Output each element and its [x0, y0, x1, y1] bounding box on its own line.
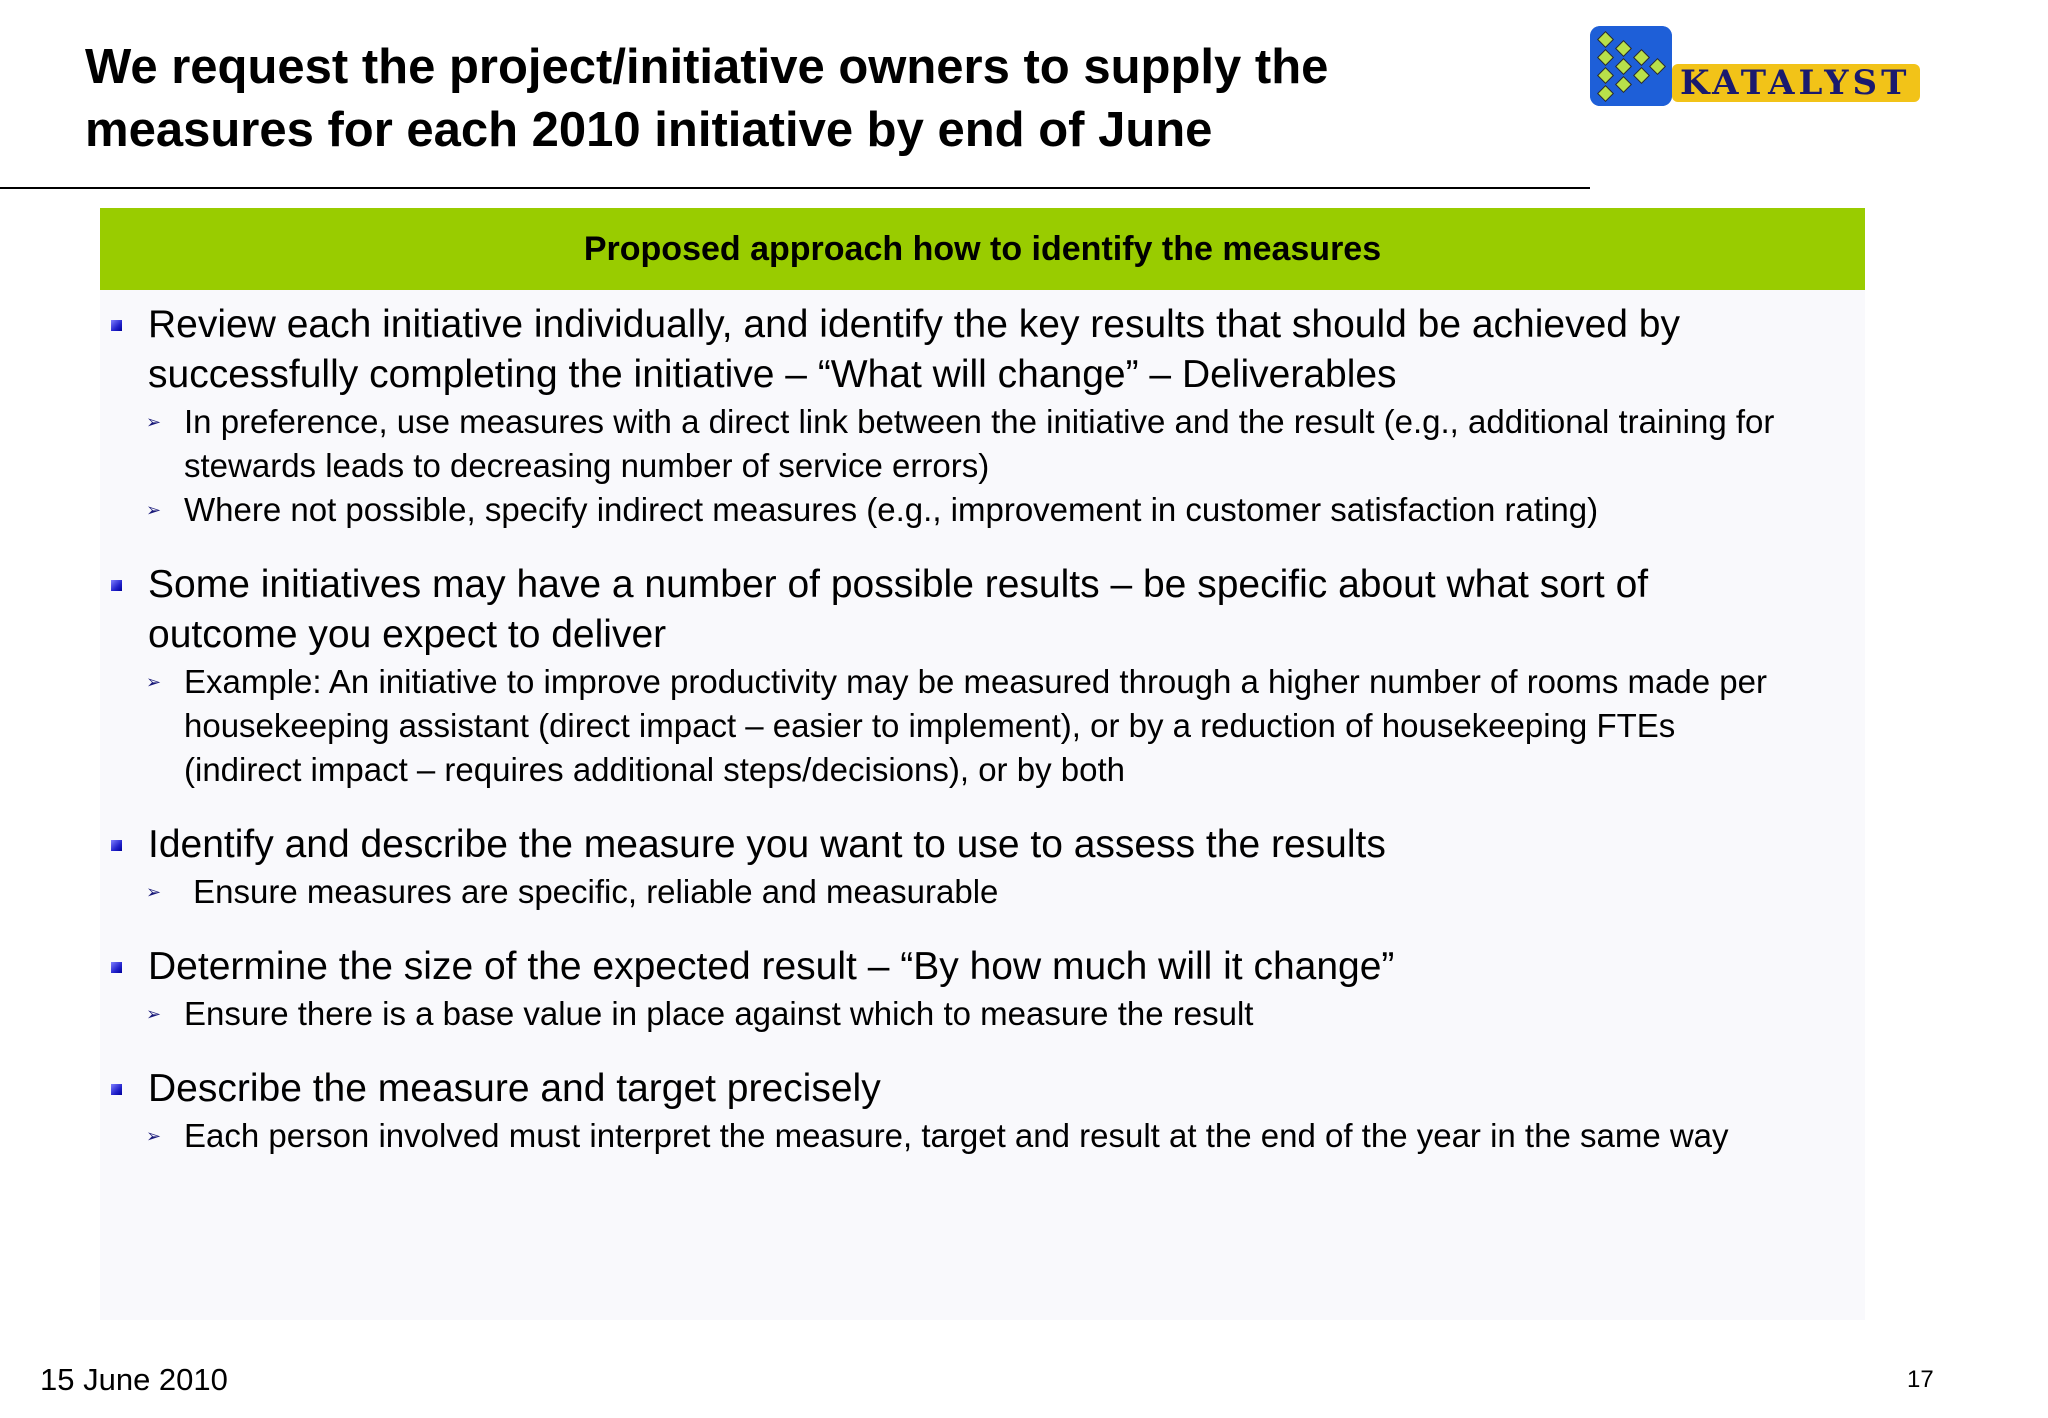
bullet-section	[100, 560, 1800, 792]
sub-bullet-text: Example: An initiative to improve productivity may be measured through a higher number of rooms made per housekeeping assistant (direct impact – easier to implement), or by a reduction of housekeeping FTEs (indirect impact – requires additional steps/decisions), or by both	[184, 663, 1767, 788]
section-header-text: Proposed approach how to identify the measures	[583, 229, 1382, 268]
square-bullet-icon	[111, 1084, 122, 1095]
bullet-text: Review each initiative individually, and identify the key results that should be achieved by successfully completing the initiative – “What will change” – Deliverables	[148, 303, 1680, 396]
logo-wordmark: KATALYST	[1672, 64, 1920, 102]
sub-bullet-text: Ensure there is a base value in place against which to measure the result	[184, 995, 1254, 1032]
bullet-item	[100, 942, 1800, 992]
bullet-text: Identify and describe the measure you want to use to assess the results	[148, 823, 1386, 866]
square-bullet-icon	[111, 962, 122, 973]
bullet-section	[100, 820, 1800, 914]
sub-bullet-text: In preference, use measures with a direct link between the initiative and the result (e.g., additional training for stewards leads to decreasing number of service errors)	[184, 403, 1775, 484]
sub-bullet-item	[100, 992, 1800, 1036]
bullet-item	[100, 300, 1800, 400]
bullet-text: Some initiatives may have a number of possible results – be specific about what sort of outcome you expect to deliver	[148, 563, 1649, 656]
slide-title	[85, 36, 1525, 162]
arrowhead-bullet-icon: ➢	[146, 1126, 162, 1146]
logo-mark-icon	[1590, 26, 1672, 106]
bullet-text: Describe the measure and target precisely	[148, 1067, 881, 1110]
square-bullet-icon	[111, 580, 122, 591]
sub-bullet-item	[100, 1114, 1800, 1158]
sub-bullet-item	[100, 400, 1800, 488]
bullet-section	[100, 1064, 1800, 1158]
sub-bullet-text: Each person involved must interpret the measure, target and result at the end of the year in the same way	[184, 1117, 1729, 1154]
arrowhead-bullet-icon: ➢	[146, 500, 162, 520]
title-line-2: measures for each 2010 initiative by end of June	[85, 103, 1213, 157]
bullet-section	[100, 942, 1800, 1036]
arrowhead-bullet-icon: ➢	[146, 412, 162, 432]
title-divider	[0, 187, 1590, 189]
sub-bullet-item	[100, 488, 1800, 532]
bullet-item	[100, 560, 1800, 660]
square-bullet-icon	[111, 320, 122, 331]
sub-bullet-item	[100, 870, 1800, 914]
section-header-bar	[100, 208, 1865, 290]
arrowhead-bullet-icon: ➢	[146, 1004, 162, 1024]
sub-bullet-item	[100, 660, 1800, 792]
bullet-item	[100, 820, 1800, 870]
page-number: 17	[1907, 1366, 1934, 1393]
bullet-list	[100, 300, 1800, 1186]
footer-date: 15 June 2010	[40, 1362, 228, 1397]
title-line-1: We request the project/initiative owners to supply the	[85, 40, 1329, 94]
square-bullet-icon	[111, 840, 122, 851]
sub-bullet-text: Where not possible, specify indirect measures (e.g., improvement in customer satisfaction rating)	[184, 491, 1599, 528]
bullet-section	[100, 300, 1800, 532]
bullet-text: Determine the size of the expected result – “By how much will it change”	[148, 945, 1395, 988]
bullet-item	[100, 1064, 1800, 1114]
sub-bullet-text: Ensure measures are specific, reliable and measurable	[184, 873, 999, 910]
katalyst-logo	[1590, 26, 1975, 106]
arrowhead-bullet-icon: ➢	[146, 882, 162, 902]
arrowhead-bullet-icon: ➢	[146, 672, 162, 692]
